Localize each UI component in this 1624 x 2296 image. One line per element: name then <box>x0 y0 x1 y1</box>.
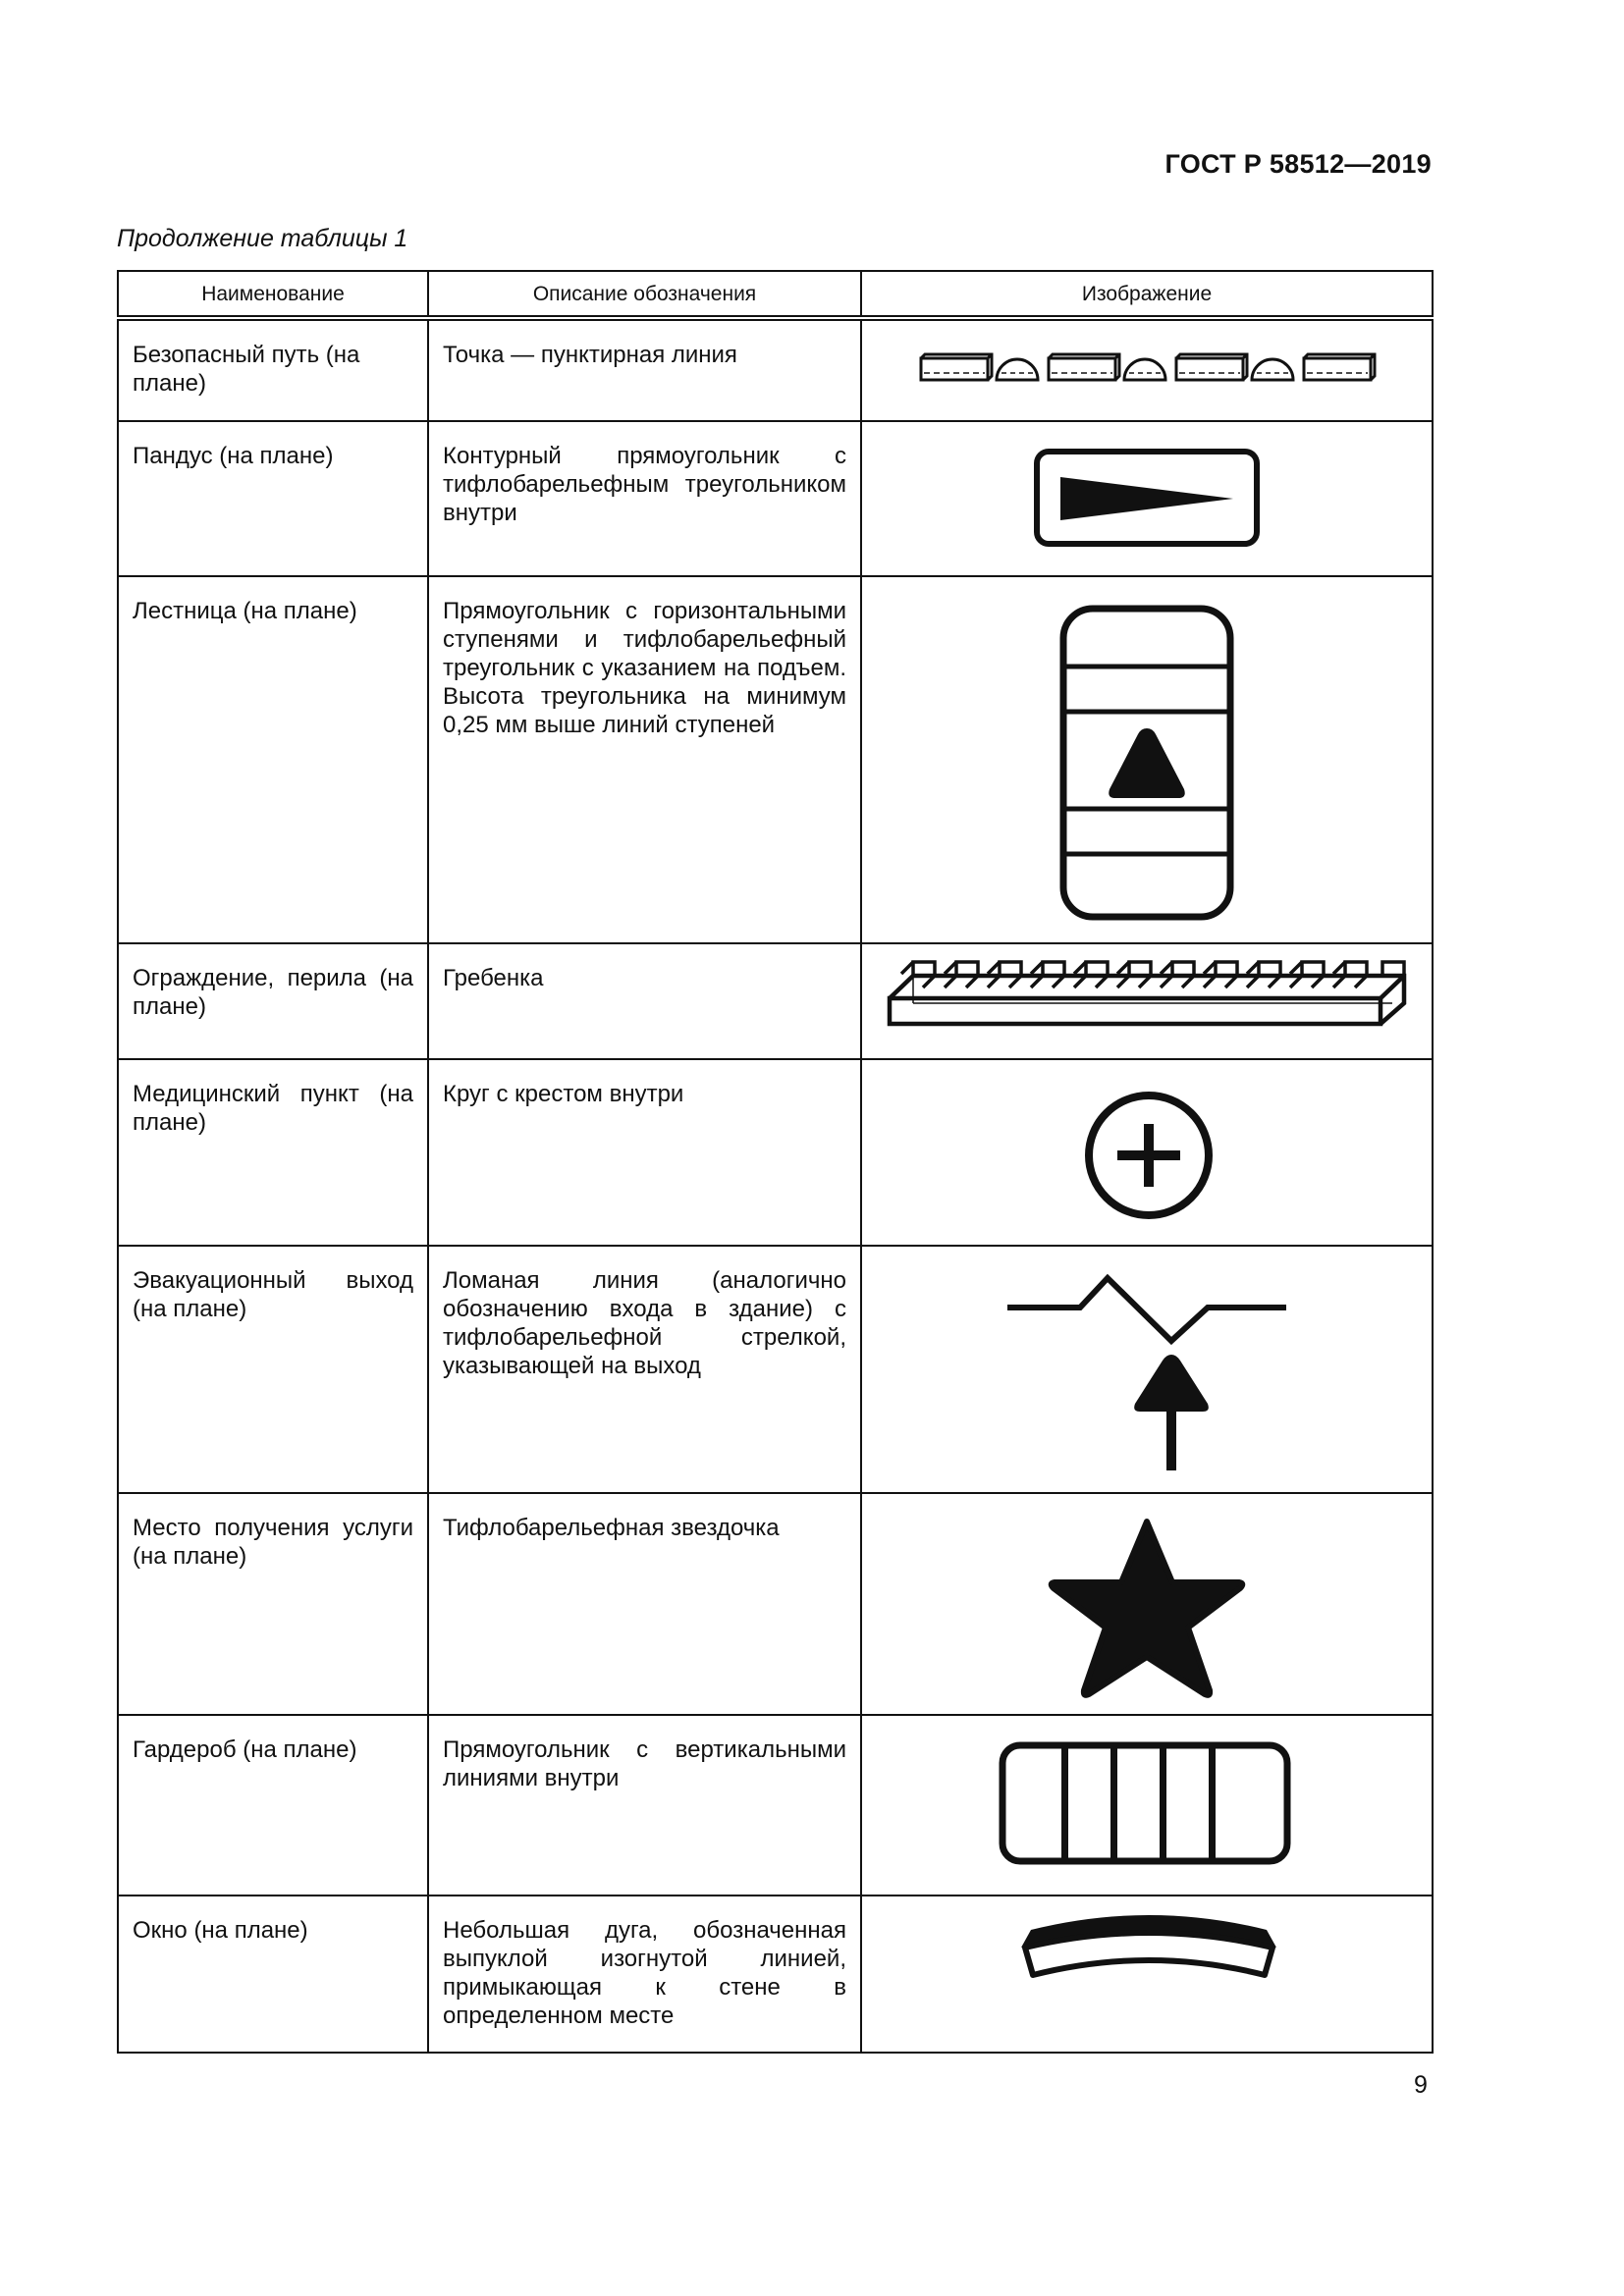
column-header-description: Описание обозначения <box>428 271 861 318</box>
row-description-cell <box>428 1246 861 1493</box>
row-description-cell <box>428 943 861 1059</box>
railing-comb-icon <box>862 944 1434 1060</box>
wardrobe-icon <box>862 1716 1434 1896</box>
table-row <box>118 1715 1433 1896</box>
row-description: Прямоугольник с вертикальными линиями внутри <box>443 1736 846 1791</box>
dotted-path-icon <box>862 321 1434 424</box>
row-name-cell <box>118 318 428 421</box>
row-description-cell <box>428 1059 861 1246</box>
row-image-cell <box>861 576 1433 943</box>
star-icon <box>862 1494 1434 1716</box>
row-description-cell <box>428 421 861 576</box>
table-row <box>118 1493 1433 1715</box>
table-row <box>118 318 1433 421</box>
table-row <box>118 1246 1433 1493</box>
row-description: Ломаная линия (аналогично обозначению входа в здание) с тифлобарельефной стрелкой, указывающей на выход <box>443 1267 846 1379</box>
stairs-icon <box>862 577 1434 944</box>
table-header-row <box>118 271 1433 318</box>
document-code: ГОСТ Р 58512—2019 <box>1164 149 1432 179</box>
table-row <box>118 1059 1433 1246</box>
row-name: Эвакуационный выход (на плане) <box>133 1267 413 1322</box>
row-description: Прямоугольник с горизонтальными ступенями и тифлобарельефный треугольник с указанием на подъем. Высота треугольника на минимум 0,25 мм выше линий ступеней <box>443 598 846 738</box>
row-name-cell <box>118 1493 428 1715</box>
row-image-cell <box>861 1059 1433 1246</box>
row-image-cell <box>861 943 1433 1059</box>
row-name-cell <box>118 1896 428 2053</box>
row-description-cell <box>428 1715 861 1896</box>
row-name-cell <box>118 576 428 943</box>
row-description: Небольшая дуга, обозначенная выпуклой изогнутой линией, примыкающая к стене в определенном месте <box>443 1917 846 2029</box>
row-description-cell <box>428 1896 861 2053</box>
row-name-cell <box>118 1246 428 1493</box>
table-row <box>118 943 1433 1059</box>
column-header-name: Наименование <box>118 271 428 318</box>
row-description-cell <box>428 318 861 421</box>
row-name: Пандус (на плане) <box>133 443 334 469</box>
row-description-cell <box>428 576 861 943</box>
column-header-image: Изображение <box>861 271 1433 318</box>
window-arc-icon <box>862 1896 1434 2054</box>
ramp-icon <box>862 422 1434 577</box>
row-description: Тифлобарельефная звездочка <box>443 1515 780 1541</box>
evacuation-exit-icon <box>862 1247 1434 1494</box>
row-name: Лестница (на плане) <box>133 598 357 624</box>
row-name: Место получения услуги (на плане) <box>133 1515 413 1570</box>
row-description: Гребенка <box>443 965 544 991</box>
row-name-cell <box>118 1715 428 1896</box>
row-image-cell <box>861 1246 1433 1493</box>
row-image-cell <box>861 1715 1433 1896</box>
row-description-cell <box>428 1493 861 1715</box>
row-name-cell <box>118 421 428 576</box>
symbols-table <box>117 270 1434 2054</box>
row-name: Безопасный путь (на плане) <box>133 342 360 397</box>
row-name: Гардероб (на плане) <box>133 1736 357 1763</box>
row-image-cell <box>861 1493 1433 1715</box>
row-name: Окно (на плане) <box>133 1917 308 1944</box>
row-name-cell <box>118 1059 428 1246</box>
table-row <box>118 576 1433 943</box>
row-image-cell <box>861 1896 1433 2053</box>
row-description: Круг с крестом внутри <box>443 1081 684 1107</box>
row-image-cell <box>861 421 1433 576</box>
table-row <box>118 421 1433 576</box>
row-name: Медицинский пункт (на плане) <box>133 1081 413 1136</box>
row-name: Ограждение, перила (на плане) <box>133 965 413 1020</box>
row-name-cell <box>118 943 428 1059</box>
table-row <box>118 1896 1433 2053</box>
row-image-cell <box>861 318 1433 421</box>
medical-cross-icon <box>862 1060 1434 1247</box>
table-caption: Продолжение таблицы 1 <box>117 225 408 252</box>
row-description: Контурный прямоугольник с тифлобарельефным треугольником внутри <box>443 443 846 526</box>
page-number: 9 <box>1414 2071 1428 2099</box>
row-description: Точка — пунктирная линия <box>443 342 737 368</box>
